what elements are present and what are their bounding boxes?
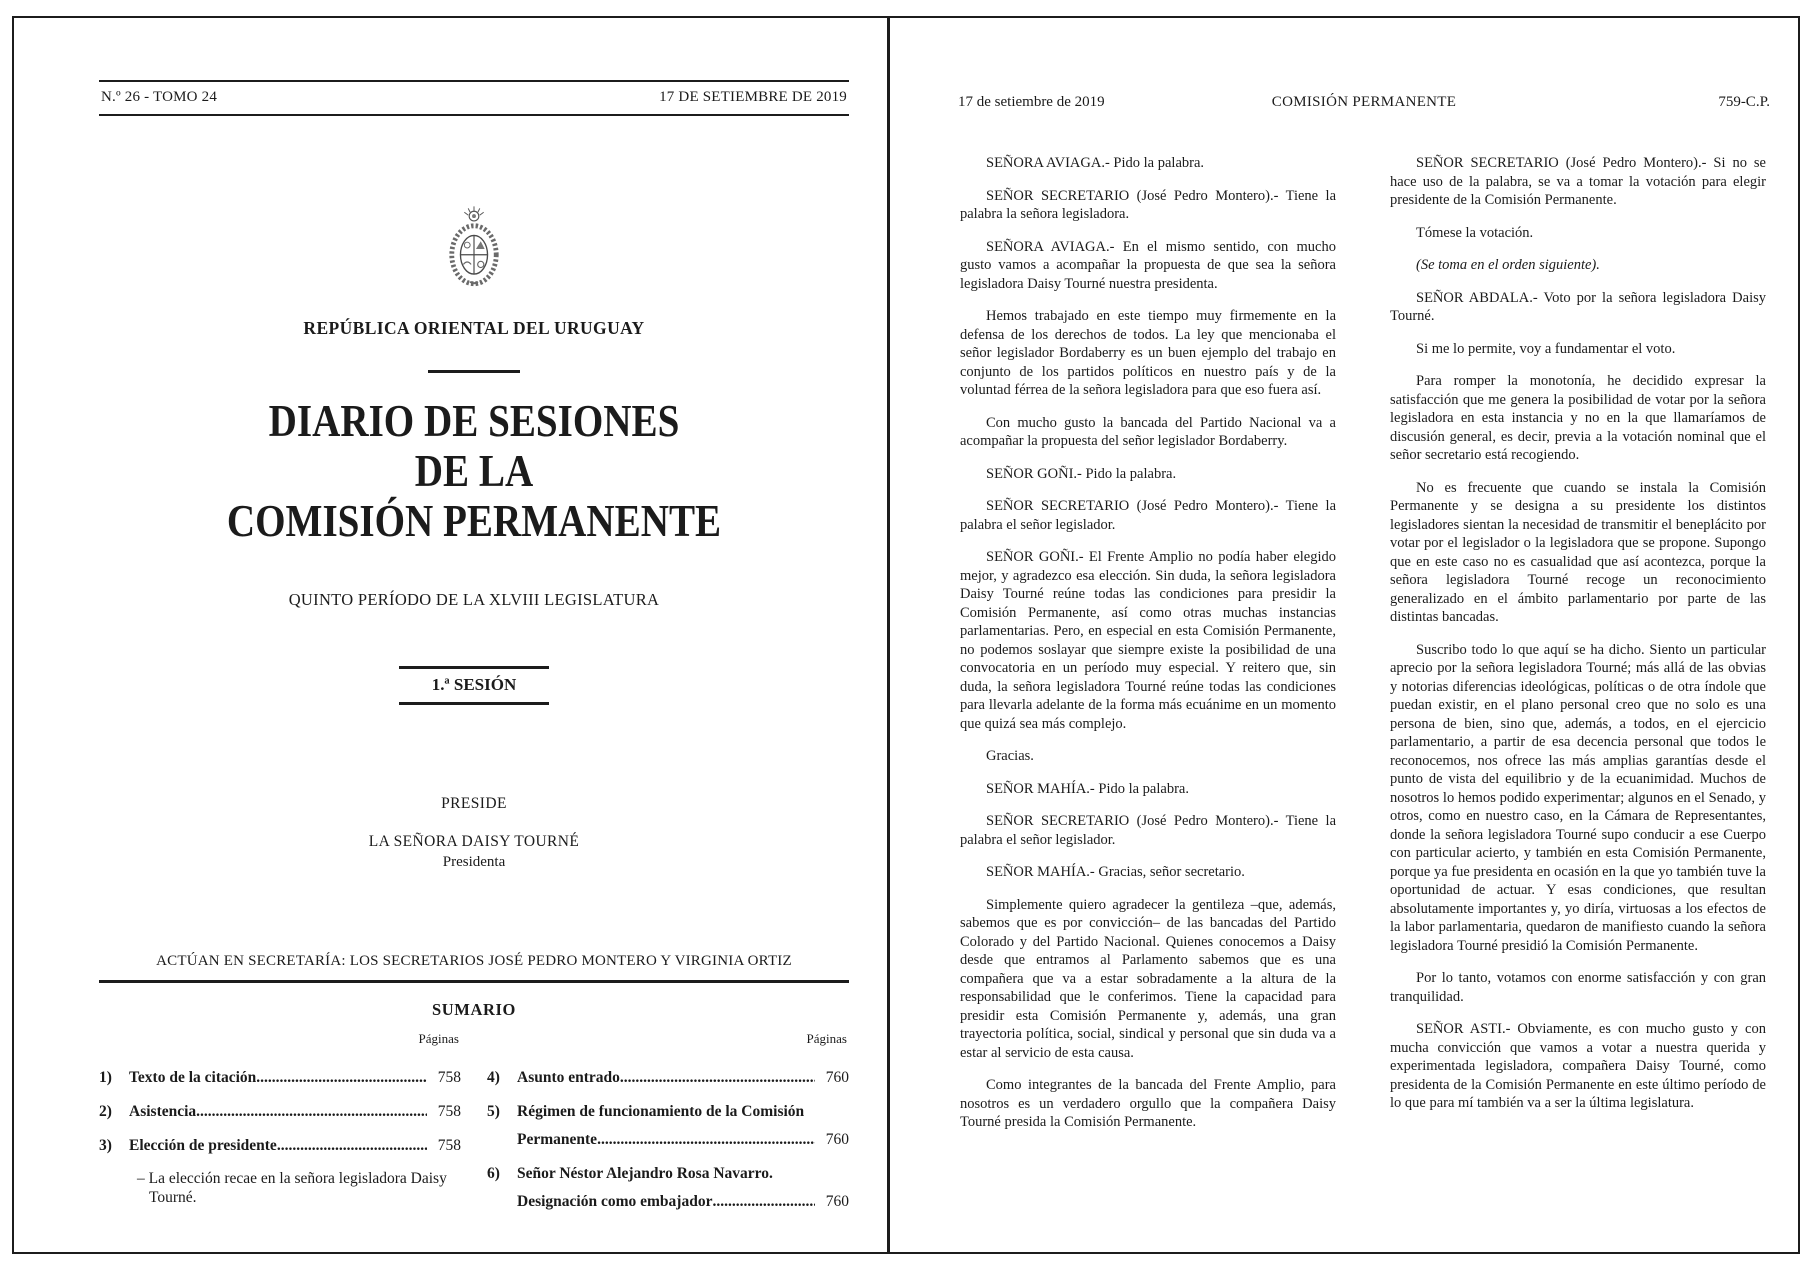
sumario-item-2 <box>99 1102 461 1121</box>
item-page-number: 760 <box>825 1069 849 1086</box>
item-page-number: 758 <box>437 1103 461 1120</box>
leader-dots <box>620 1068 815 1087</box>
paragraph: SEÑOR MAHÍA.- Pido la palabra. <box>986 780 1189 797</box>
paragraph: SEÑOR ABDALA.- Voto por la señora legisladora Daisy Tourné. <box>1390 289 1766 324</box>
main-title-line-1: DIARIO DE SESIONES <box>268 395 680 446</box>
issue-number: N.º 26 - TOMO 24 <box>101 89 218 105</box>
sumario-item-1 <box>99 1068 461 1087</box>
item-label: Texto de la citación <box>129 1069 257 1086</box>
paragraph: Con mucho gusto la bancada del Partido Nacional va a acompañar la propuesta del señor legislador Bordaberry. <box>960 414 1336 449</box>
paragraph: No es frecuente que cuando se instala la Comisión Permanente y se designa a su presidente los distintos legisladores sientan la necesidad de transmitir el beneplácito por votar por el legislador o la legisladora que se propone. Supongo que en este caso no es casualidad que así acontezca, porque la señora legisladora Tourné recoge un reconocimiento generalizado en el ámbito parlamentario por parte de las distintas bancadas. <box>1390 479 1766 625</box>
right-page <box>890 18 1798 1248</box>
item-number: 2) <box>99 1103 112 1120</box>
leader-dots <box>196 1102 427 1121</box>
item-label: Asunto entrado <box>517 1069 620 1086</box>
paragraph: SEÑOR SECRETARIO (José Pedro Montero).- Si no se hace uso de la palabra, se va a tomar la votación para elegir presidente de la Comisión Permanente. <box>1390 155 1766 208</box>
sumario-item-4 <box>487 1068 849 1087</box>
main-title <box>99 396 849 546</box>
pages-label-left: Páginas <box>418 1031 459 1046</box>
item-number: 3) <box>99 1137 112 1154</box>
main-title-line-3: COMISIÓN PERMANENTE <box>226 495 722 546</box>
paragraph: Por lo tanto, votamos con enorme satisfacción y con gran tranquilidad. <box>1390 970 1766 1005</box>
item-label: Asistencia <box>129 1103 197 1120</box>
sumario-column-right <box>487 1068 849 1226</box>
item-page-number: 760 <box>825 1131 849 1148</box>
running-head-title: COMISIÓN PERMANENTE <box>1271 94 1457 110</box>
paragraph: Suscribo todo lo que aquí se ha dicho. Siento un particular aprecio por la señora legisladora Tourné; más allá de las obvias y notorias diferencias ideológicas, políticas o de otra índole que puedan existir, en el plano personal creo que no solo es una persona de bien, sino que, además, a todos, en el ejercicio parlamentario, a partir de esa decencia personal que todos le reconocemos, nos ofrece las más amplias garantías desde el punto de vista del equilibrio y de la ecuanimidad. Muchos de nosotros lo hemos podido experimentar; algunos en el Senado, y otros, como en nuestro caso, en la Cámara de Representantes, donde la señora legisladora Tourné supo conducir a ese Cuerpo con particular acierto, y también en esta Comisión Permanente, porque ya fue presidenta en ocasión en la que yo también tuve la oportunidad de actuar. Y esas condiciones, que resultan absolutamente importantes y, yo diría, virtuosas a los efectos de la labor parlamentaria, quedaron de manifiesto cuando la señora legisladora Tourné presidió la Comisión Permanente. <box>1390 641 1766 954</box>
paragraph-stage-direction: (Se toma en el orden siguiente). <box>1416 257 1600 273</box>
paragraph: SEÑORA AVIAGA.- En el mismo sentido, con mucho gusto vamos a acompañar la propuesta de que sea la señora legisladora Daisy Tourné nuestra presidenta. <box>960 238 1336 292</box>
legislature-subtitle: QUINTO PERÍODO DE LA XLVIII LEGISLATURA <box>288 590 660 609</box>
paragraph: SEÑOR SECRETARIO (José Pedro Montero).- Tiene la palabra la señora legisladora. <box>960 187 1336 222</box>
item-page-number: 758 <box>437 1069 461 1086</box>
item-number: 6) <box>487 1165 500 1182</box>
sumario-item-5 <box>487 1102 849 1149</box>
item-label: Régimen de funcionamiento de la Comisión <box>517 1103 805 1120</box>
item-note: – La elección recae en la señora legisladora Daisy Tourné. <box>137 1170 447 1206</box>
left-page <box>14 18 887 1248</box>
item-label-continued: Permanente <box>517 1131 598 1148</box>
item-number: 1) <box>99 1069 112 1086</box>
paragraph: Como integrantes de la bancada del Frente Amplio, para nosotros es un verdadero orgullo que la compañera Daisy Tourné presida la Comisión Permanente. <box>960 1077 1336 1130</box>
main-title-line-2: DE LA <box>414 445 534 496</box>
leader-dots <box>277 1136 427 1155</box>
left-page-header <box>99 80 849 116</box>
paragraph: Para romper la monotonía, he decidido expresar la satisfacción que me genera la posibilidad de votar por la señora legisladora en esta instancia y no en la que llamaríamos de discusión general, es decir, previa a la votación nominal que el señor secretario está recogiendo. <box>1390 373 1766 463</box>
item-number: 5) <box>487 1103 500 1120</box>
leader-dots <box>712 1192 815 1211</box>
president-role: Presidenta <box>442 854 506 870</box>
header-date: 17 DE SETIEMBRE DE 2019 <box>659 89 847 105</box>
separator-rule <box>428 370 520 373</box>
coat-of-arms-wrap <box>99 206 849 295</box>
paragraph: Gracias. <box>986 748 1034 764</box>
item-label-continued: Designación como embajador <box>517 1193 713 1210</box>
right-page-header <box>958 94 1770 111</box>
coat-of-arms-icon <box>445 206 503 290</box>
pages-label-right: Páginas <box>806 1031 847 1046</box>
paragraph: SEÑOR ASTI.- Obviamente, es con mucho gusto y con mucha convicción que vamos a votar a nuestra querida y experimentada legisladora, compañera Daisy Tourné, como presidenta de la Comisión Permanente en este último período de lo que para mí también va a ser la última legislatura. <box>1390 1021 1766 1111</box>
president-name: LA SEÑORA DAISY TOURNÉ <box>368 833 580 850</box>
sumario-item-6 <box>487 1164 849 1211</box>
preside-label: PRESIDE <box>441 795 507 812</box>
paragraph: Simplemente quiero agradecer la gentileza –que, además, sabemos que es por convicción– de las bancadas del Partido Colorado y del Partido Nacional. Quienes conocemos a Daisy desde que entramos al Parlamento sabemos que es una compañera que va a estar sobradamente a la altura de la responsabilidad que le conferimos. Tiene la capacidad para presidir esta Comisión Permanente y, además, una gran trayectoria política, social, sindical y personal que sin duda va a estar al servicio de esta causa. <box>960 896 1336 1061</box>
sumario-title: SUMARIO <box>432 1000 516 1019</box>
sumario-top-rule <box>99 980 849 983</box>
sumario-item-3 <box>99 1136 461 1207</box>
paragraph: Si me lo permite, voy a fundamentar el voto. <box>1416 340 1676 357</box>
item-number: 4) <box>487 1069 500 1086</box>
item-page-number: 758 <box>437 1137 461 1154</box>
running-head-date: 17 de setiembre de 2019 <box>958 94 1105 110</box>
leader-dots <box>597 1130 815 1149</box>
paragraph: Tómese la votación. <box>1416 224 1534 241</box>
secretaries-line: ACTÚAN EN SECRETARÍA: LOS SECRETARIOS JOSÉ PEDRO MONTERO Y VIRGINIA ORTIZ <box>156 953 792 969</box>
text-column-left <box>960 154 1336 1146</box>
paragraph: SEÑOR SECRETARIO (José Pedro Montero).- Tiene la palabra el señor legislador. <box>960 813 1336 848</box>
running-head-page-ref: 759-C.P. <box>1718 94 1770 110</box>
paragraph: SEÑOR GOÑI.- Pido la palabra. <box>986 465 1177 482</box>
leader-dots <box>256 1068 427 1087</box>
paragraph: SEÑORA AVIAGA.- Pido la palabra. <box>986 155 1205 171</box>
text-column-right <box>1390 154 1766 1127</box>
session-number-box <box>399 666 549 705</box>
session-number: 1.ª SESIÓN <box>431 675 517 694</box>
paragraph: SEÑOR MAHÍA.- Gracias, señor secretario. <box>986 864 1245 880</box>
item-page-number: 760 <box>825 1193 849 1210</box>
item-label: Señor Néstor Alejandro Rosa Navarro. <box>517 1165 773 1182</box>
republic-title: REPÚBLICA ORIENTAL DEL URUGUAY <box>303 318 645 338</box>
paragraph: SEÑOR GOÑI.- El Frente Amplio no podía haber elegido mejor, y agradezco esa elección. Sin duda, la señora legisladora Daisy Tourné reúne todas las condiciones para presidir la Comisión Permanente, así como otras muchas instancias parlamentarias. Pero, en especial en esta Comisión Permanente, no podemos soslayar que siempre existe la posibilidad de una convocatoria en un período muy especial. Y reitero que, sin duda, la señora legisladora Tourné reúne todas las condiciones para llevarla adelante de la forma más ecuánime en un momento que quizá sea más complejo. <box>960 549 1336 732</box>
sumario-column-left <box>99 1068 461 1222</box>
item-label: Elección de presidente <box>129 1137 277 1154</box>
paragraph: Hemos trabajado en este tiempo muy firmemente en la defensa de los derechos de todos. La ley que mencionaba el señor legislador Bordaberry es un buen ejemplo del trabajo en conjunto de los partidos políticos en nuestro país y de la voluntad férrea de la señora legisladora para que eso fuera así. <box>960 308 1336 398</box>
paragraph: SEÑOR SECRETARIO (José Pedro Montero).- Tiene la palabra el señor legislador. <box>960 498 1336 533</box>
